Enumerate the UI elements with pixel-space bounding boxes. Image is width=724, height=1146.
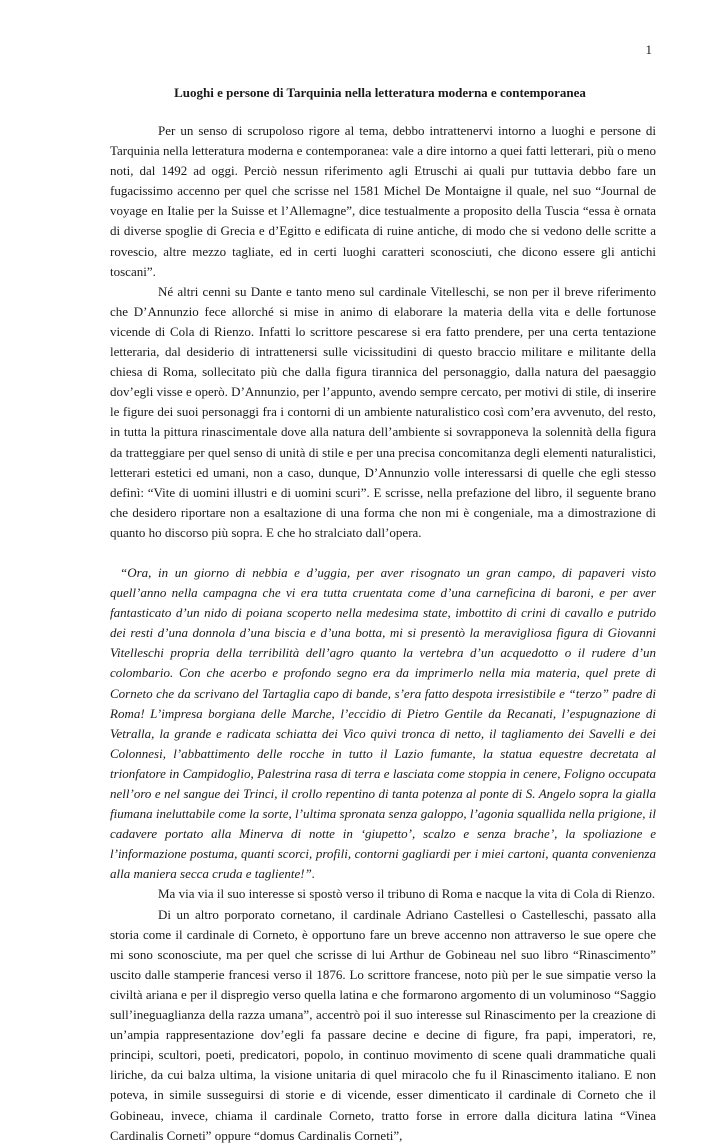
document-title: Luoghi e persone di Tarquinia nella letteratura moderna e contemporanea — [174, 85, 586, 100]
quotation-paragraph: “Ora, in un giorno di nebbia e d’uggia, per aver risognato un gran campo, di papaveri visto quell’anno nella campagna che vi era tutta cruentata come d’una carneficina di baroni, e per aver fantasticato d’un nido di poiana scoperto nella medesima state, imbottito di crini di cavallo e putrido dei resti d’una donnola d’una biscia e d’una botta, mi si presentò la meravigliosa figura di Giovanni Vitelleschi propria della terribilità dell’agro quanto la vertebra d’un acquedotto o il rudere d’un colombario. Con che acerbo e profondo segno era da imprimerlo nella mia materia, quel prete di Corneto che da scrivano del Tartaglia capo di bande, s’era fatto despota irresistibile e “terzo” padre di Roma! L’impresa borgiana delle Marche, l’eccidio di Pietro Gentile da Recanati, l’espugnazione di Vetralla, la grande e radicata schiatta dei Vico quivi tronca di netto, il tagliamento dei Savelli e dei Colonnesi, l’abbattimento delle rocche in tutto il Lazio fumante, la statua equestre decretata al trionfatore in Campidoglio, Palestrina rasa di terra e lasciata come stoppia in cenere, Foligno occupata nell’oro e nel sangue dei Trinci, il crollo repentino di tanta potenza al ponte di S. Angelo sopra la gialla fiumana ineluttabile come la sorte, l’ultima spronata senza galoppo, l’agonia squallida nella prigione, il cadavere portato alla Minerva di notte in ‘giupetto’, scalzo e senza brache’, la spoliazione e l’informazione postuma, quanti scorci, profili, contorni gagliardi per i miei cartoni, quanta convenienza alla maniera secca cruda e taglienteǃ”. — [110, 564, 656, 882]
paragraph: Né altri cenni su Dante e tanto meno sul cardinale Vitelleschi, se non per il breve riferimento che D’Annunzio fece allorché si mise in animo di elaborare la materia della vita e delle fortunose vicende di Cola di Rienzo. Infatti lo scrittore pescarese si era fatto prendere, per una certa tentazione letteraria, dal desiderio di intrattenersi sulle vicissitudini di questo braccio militare e militante della chiesa di Roma, sollecitato più che dalla figura tirannica del personaggio, dalla natura del paesaggio dov’egli visse e operò. D’Annunzio, per l’appunto, avendo sempre cercato, per motivi di stile, di inserire le figure dei suoi personaggi fra i contorni di un ambiente naturalistico così com’era avvenuto, del resto, in tutta la pittura rinascimentale dove alla natura dell’ambiente si sovrapponeva la solennità della figura da tratteggiare per quel senso di unità di stile e per una precisa concomitanza degli elementi naturalistici, letterari estetici ed umani, non a caso, dunque, D’Annunzio volle interessarsi di quelle che egli stesso definì: “Vite di uomini illustri e di uomini scuri”. E scrisse, nella prefazione del libro, il seguente brano che desidero riportare non a esaltazione di una forma che non mi è congeniale, ma a dimostrazione di quanto ho discorso più sopra. E che ho stralciato dall’opera. — [110, 283, 656, 540]
paragraph: Ma via via il suo interesse si spostò verso il tribuno di Roma e nacque la vita di Cola di Rienzo. — [158, 886, 656, 902]
paragraph: Di un altro porporato cornetano, il cardinale Adriano Castellesi o Castelleschi, passato alla storia come il cardinale di Corneto, è opportuno fare un breve accenno non attraverso le sue opere che mi sono sconosciute, ma per quel che scrisse di lui Arthur de Gobineau nel suo libro “Rinascimento” uscito dalle stamperie francesi verso il 1876. Lo scrittore francese, noto più per le sue simpatie verso la civiltà ariana e per il dispregio verso quella latina e che formarono argomento di un voluminoso “Saggio sull’ineguaglianza della razza umana”, accentrò poi il suo interesse sul Rinascimento per la creazione di un’ampia rappresentazione dov’egli fa passare decine e decine di figure, fra papi, imperatori, re, principi, scultori, poeti, predicatori, popolo, in continuo movimento di scene quali drammatiche quali liriche, da cui balza ultima, la visione unitaria di quel miracolo che fu il Rinascimento italiano. E non poteva, in simile susseguirsi di storie e di vicende, esser dimenticato il cardinale di Corneto che il Gobineau, invece, chiama il cardinale Corneto, tratto forse in errore dalla dicitura latina “Vinea Cardinalis Corneti” oppure “domus Cardinalis Corneti”, — [110, 906, 656, 1143]
paragraph: Per un senso di scrupoloso rigore al tema, debbo intrattenervi intorno a luoghi e persone di Tarquinia nella letteratura moderna e contemporanea: vale a dire intorno a quei fatti letterari, più o meno noti, dal 1492 ad oggi. Perciò nessun riferimento agli Etruschi ai quali pur tuttavia debbo fare un fugacissimo accenno per quel che scrisse nel 1581 Michel De Montaigne il quale, nel suo “Journal de voyage en Italie per la Suisse et l’Allemagne”, dice testualmente a proposito della Tuscia “essa è ornata di diverse spoglie di Grecia e d’Egitto e edificata di ruine antiche, di modo che si vedono delle scritte a rovescio, altre mezzo tagliate, ed in certi luoghi caratteri sconosciuti, che dicono essere gli antichi toscani”. — [110, 123, 656, 279]
page-number: 1 — [645, 42, 652, 57]
document-body — [110, 121, 656, 1146]
